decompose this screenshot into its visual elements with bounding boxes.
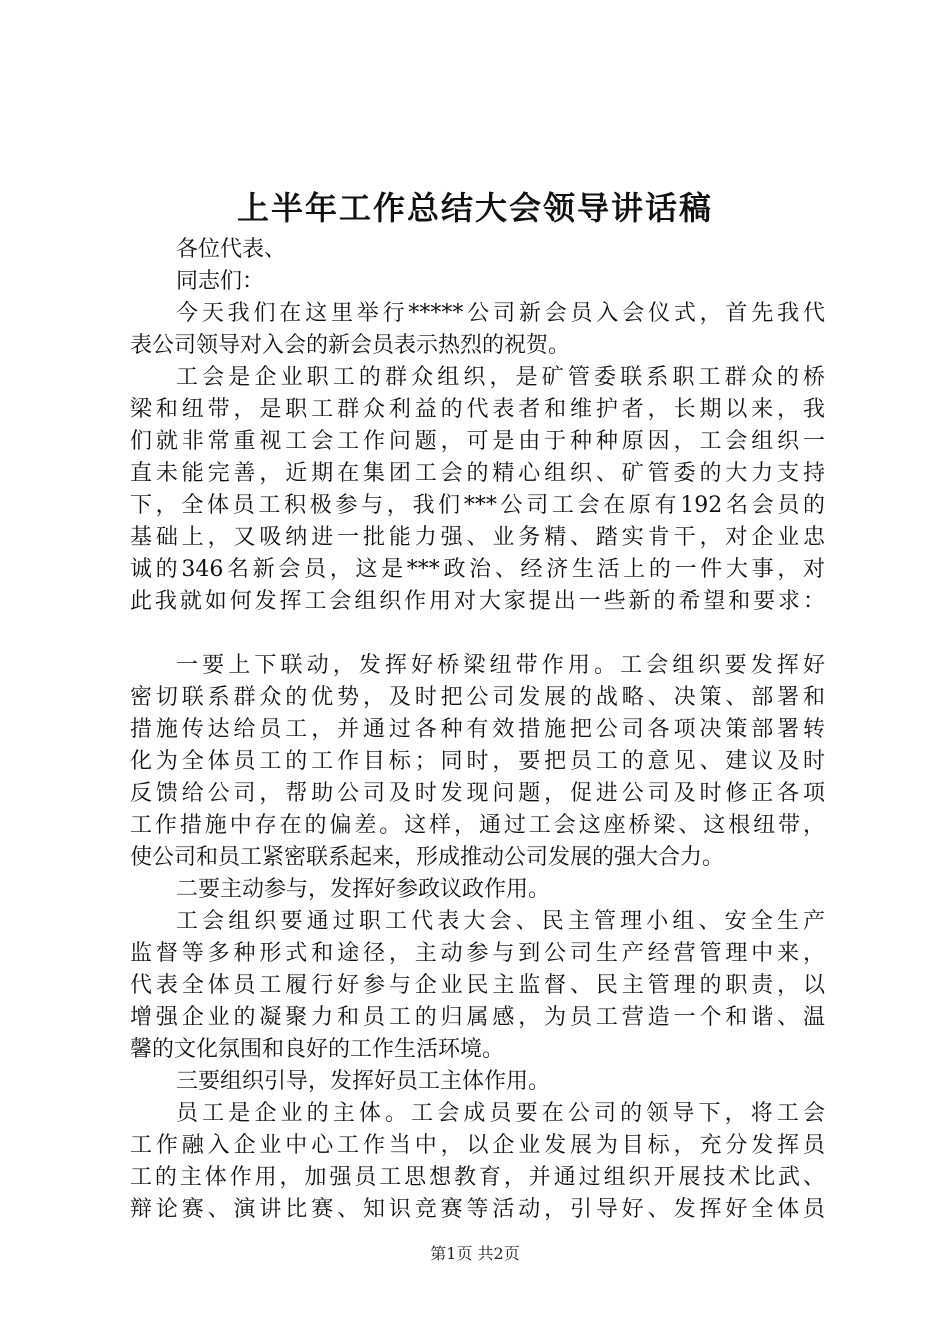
text-line: 化为全体员工的工作目标；同时，要把员工的意见、建议及时 (130, 749, 825, 774)
text-line: 基础上，又吸纳进一批能力强、业务精、踏实肯干，对企业忠 (130, 525, 825, 550)
text-line (130, 618, 825, 650)
text-line: 此我就如何发挥工会组织作用对大家提出一些新的希望和要求： (130, 589, 825, 614)
text-line: 三要组织引导，发挥好员工主体作用。 (176, 1069, 551, 1094)
text-line: 同志们： (176, 269, 265, 294)
text-line: 今天我们在这里举行*****公司新会员入会仪式，首先我代 (176, 301, 825, 326)
text-line: 反馈给公司，帮助公司及时发现问题，促进公司及时修正各项 (130, 781, 825, 806)
page-footer: 第1页 共2页 (430, 1244, 520, 1263)
text-line: 直未能完善，近期在集团工会的精心组织、矿管委的大力支持 (130, 461, 825, 486)
text-line: 馨的文化氛围和良好的工作生活环境。 (130, 1037, 505, 1062)
text-line: 辩论赛、演讲比赛、知识竞赛等活动，引导好、发挥好全体员 (130, 1197, 825, 1222)
text-line: 措施传达给员工，并通过各种有效措施把公司各项决策部署转 (130, 717, 825, 742)
text-line: 代表全体员工履行好参与企业民主监督、民主管理的职责，以 (130, 973, 825, 998)
text-line: 诚的346名新会员，这是***政治、经济生活上的一件大事，对 (130, 557, 825, 582)
text-line: 工会组织要通过职工代表大会、民主管理小组、安全生产 (176, 909, 825, 934)
text-line: 密切联系群众的优势，及时把公司发展的战略、决策、部署和 (130, 685, 825, 710)
text-line: 使公司和员工紧密联系起来，形成推动公司发展的强大合力。 (130, 845, 725, 870)
document-title: 上半年工作总结大会领导讲话稿 (236, 189, 713, 227)
text-line: 下，全体员工积极参与，我们***公司工会在原有192名会员的 (130, 493, 825, 518)
text-line: 增强企业的凝聚力和员工的归属感，为员工营造一个和谐、温 (130, 1005, 825, 1030)
text-line: 工的主体作用，加强员工思想教育，并通过组织开展技术比武、 (130, 1165, 825, 1190)
text-line: 监督等多种形式和途径，主动参与到公司生产经营管理中来， (130, 941, 825, 966)
document-body (130, 234, 825, 1226)
text-line: 一要上下联动，发挥好桥梁纽带作用。工会组织要发挥好 (176, 653, 825, 678)
text-line: 表公司领导对入会的新会员表示热烈的祝贺。 (130, 333, 571, 358)
text-line: 工作措施中存在的偏差。这样，通过工会这座桥梁、这根纽带， (130, 813, 825, 838)
text-line: 二要主动参与，发挥好参政议政作用。 (176, 877, 551, 902)
text-line: 工作融入企业中心工作当中，以企业发展为目标，充分发挥员 (130, 1133, 825, 1158)
text-line: 们就非常重视工会工作问题，可是由于种种原因，工会组织一 (130, 429, 825, 454)
text-line: 各位代表、 (176, 237, 287, 262)
text-line: 员工是企业的主体。工会成员要在公司的领导下，将工会 (176, 1101, 825, 1126)
text-line: 梁和纽带，是职工群众利益的代表者和维护者，长期以来，我 (130, 397, 825, 422)
text-line: 工会是企业职工的群众组织，是矿管委联系职工群众的桥 (176, 365, 825, 390)
